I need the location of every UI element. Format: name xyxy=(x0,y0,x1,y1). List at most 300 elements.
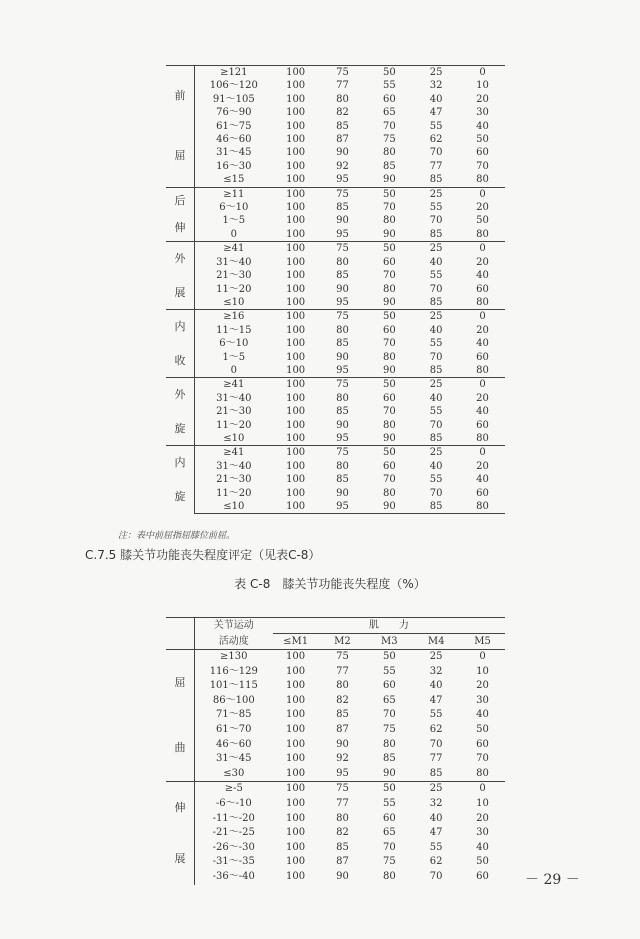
range-cell: ≤10 xyxy=(223,432,245,444)
value-cell: 70 xyxy=(382,120,396,132)
value-cell: 100 xyxy=(286,93,306,105)
value-cell: 90 xyxy=(382,228,396,240)
range-cell: ≥41 xyxy=(194,378,272,392)
range-cell: 1～5 xyxy=(222,215,246,227)
group-label-char: 内 xyxy=(174,320,186,334)
range-cell: 31～40 xyxy=(216,460,252,472)
value-cell: 100 xyxy=(286,338,306,350)
table-row xyxy=(166,283,505,296)
value-cell: 40 xyxy=(476,338,489,350)
value-cell: 20 xyxy=(476,324,489,336)
table-row xyxy=(166,752,505,767)
value-cell: 55 xyxy=(429,841,443,853)
value-cell: 77 xyxy=(429,160,443,172)
value-cell: 40 xyxy=(476,270,489,282)
value-cell: 80 xyxy=(382,147,396,159)
value-cell: 80 xyxy=(382,215,396,227)
value-cell: 80 xyxy=(382,870,396,882)
group-label xyxy=(166,650,194,782)
value-cell: 100 xyxy=(286,351,306,363)
strength-header: 肌 力 xyxy=(273,618,505,634)
value-cell: 60 xyxy=(476,351,489,363)
range-cell: 16～30 xyxy=(216,160,252,172)
table-row xyxy=(166,446,505,460)
range-cell: 61～70 xyxy=(216,723,252,735)
value-cell: 100 xyxy=(286,474,306,486)
value-cell: 25 xyxy=(412,446,460,460)
value-cell: 100 xyxy=(286,134,306,146)
value-cell: 100 xyxy=(286,487,306,499)
value-cell: 50 xyxy=(366,242,412,256)
value-cell: 40 xyxy=(429,93,443,105)
hip-joint-loss-table xyxy=(166,65,505,514)
value-cell: 90 xyxy=(336,738,349,750)
value-cell: 100 xyxy=(273,242,319,256)
value-cell: 100 xyxy=(286,738,306,750)
table-subheader-row xyxy=(166,634,505,650)
value-cell: 47 xyxy=(429,107,443,119)
table-row xyxy=(166,93,505,106)
group-label xyxy=(166,187,194,242)
value-cell: 100 xyxy=(286,767,306,779)
value-cell: 100 xyxy=(286,296,306,308)
range-cell: ≥41 xyxy=(194,446,272,460)
value-cell: 55 xyxy=(429,270,443,282)
value-cell: 100 xyxy=(286,364,306,376)
table-row xyxy=(166,160,505,173)
table-row xyxy=(166,841,505,856)
value-cell: 40 xyxy=(476,709,489,721)
value-cell: 95 xyxy=(336,296,349,308)
value-cell: 100 xyxy=(286,709,306,721)
value-cell: 85 xyxy=(336,406,349,418)
table-row xyxy=(166,337,505,350)
value-cell: 90 xyxy=(336,870,349,882)
table-row xyxy=(166,324,505,337)
value-cell: 95 xyxy=(336,174,349,186)
value-cell: 55 xyxy=(429,120,443,132)
value-cell: 60 xyxy=(382,93,396,105)
value-cell: 100 xyxy=(286,870,306,882)
value-cell: 50 xyxy=(366,66,412,80)
value-cell: 70 xyxy=(429,351,443,363)
value-cell: 92 xyxy=(336,160,349,172)
value-cell: 50 xyxy=(366,782,412,797)
value-cell: 100 xyxy=(273,310,319,324)
table-row xyxy=(166,310,505,324)
range-cell: ≥11 xyxy=(194,187,272,201)
value-cell: 100 xyxy=(273,187,319,201)
value-cell: 85 xyxy=(382,160,396,172)
value-cell: 70 xyxy=(382,270,396,282)
value-cell: 75 xyxy=(319,446,367,460)
range-cell: ≤15 xyxy=(223,174,245,186)
value-cell: 100 xyxy=(286,228,306,240)
value-cell: 70 xyxy=(429,487,443,499)
value-cell: 50 xyxy=(476,856,489,868)
value-cell: 10 xyxy=(476,797,489,809)
value-cell: 100 xyxy=(286,174,306,186)
value-cell: 40 xyxy=(429,324,443,336)
value-cell: 75 xyxy=(336,651,349,662)
value-cell: 25 xyxy=(412,310,460,324)
group-label-char: 外 xyxy=(174,252,186,266)
table-row xyxy=(166,269,505,282)
value-cell: 82 xyxy=(336,107,349,119)
value-cell: 55 xyxy=(429,406,443,418)
value-cell: 65 xyxy=(382,107,396,119)
value-cell: 80 xyxy=(336,93,349,105)
section-heading: C.7.5 膝关节功能丧失程度评定（见表C-8） xyxy=(85,548,321,562)
value-cell: 0 xyxy=(460,187,505,201)
range-cell: -6～-10 xyxy=(215,797,252,809)
value-cell: 50 xyxy=(476,215,489,227)
value-cell: 85 xyxy=(336,120,349,132)
group-label-char: 外 xyxy=(174,388,186,402)
value-cell: 25 xyxy=(412,242,460,256)
table-row xyxy=(166,665,505,680)
value-cell: 100 xyxy=(286,147,306,159)
range-cell: 21～30 xyxy=(216,474,252,486)
table-row xyxy=(166,650,505,665)
value-cell: 40 xyxy=(476,120,489,132)
value-cell: 80 xyxy=(476,228,489,240)
range-cell: 6～10 xyxy=(219,338,249,350)
value-cell: 20 xyxy=(476,392,489,404)
group-label-char: 旋 xyxy=(174,490,186,504)
value-cell: 25 xyxy=(412,66,460,80)
value-cell: 20 xyxy=(476,812,489,824)
col-header: M4 xyxy=(412,634,460,650)
value-cell: 10 xyxy=(476,80,489,92)
range-cell: ≤30 xyxy=(223,767,245,779)
range-cell: 11～20 xyxy=(216,487,252,499)
value-cell: 60 xyxy=(476,419,489,431)
value-cell: 70 xyxy=(429,215,443,227)
range-cell: 1～5 xyxy=(222,351,246,363)
range-cell: ≤10 xyxy=(223,296,245,308)
value-cell: 55 xyxy=(429,709,443,721)
value-cell: 90 xyxy=(336,419,349,431)
value-cell: 70 xyxy=(429,283,443,295)
value-cell: 87 xyxy=(336,723,349,735)
value-cell: 60 xyxy=(382,812,396,824)
col-header: M2 xyxy=(319,634,367,650)
table-header-row xyxy=(166,618,505,634)
table-note: 注：表中前屈指屈膝位前屈。 xyxy=(118,531,236,541)
value-cell: 80 xyxy=(382,283,396,295)
group-label-char: 内 xyxy=(174,456,186,470)
table-row xyxy=(166,296,505,310)
value-cell: 70 xyxy=(429,147,443,159)
table-row xyxy=(166,242,505,256)
value-cell: 85 xyxy=(429,432,443,444)
table-row xyxy=(166,378,505,392)
value-cell: 100 xyxy=(286,283,306,295)
value-cell: 75 xyxy=(319,310,367,324)
value-cell: 80 xyxy=(476,174,489,186)
value-cell: 0 xyxy=(460,446,505,460)
table-row xyxy=(166,473,505,486)
value-cell: 90 xyxy=(336,215,349,227)
table-row xyxy=(166,487,505,500)
value-cell: 77 xyxy=(336,665,349,677)
value-cell: 100 xyxy=(286,215,306,227)
range-cell: -11～-20 xyxy=(212,812,255,824)
range-cell: 101～115 xyxy=(209,680,258,692)
group-label xyxy=(166,446,194,514)
table-row xyxy=(166,201,505,214)
group-label xyxy=(166,782,194,885)
value-cell: 90 xyxy=(382,296,396,308)
value-cell: 80 xyxy=(336,680,349,692)
value-cell: 85 xyxy=(429,174,443,186)
table-row xyxy=(166,460,505,473)
group-label-char: 收 xyxy=(174,353,186,367)
value-cell: 80 xyxy=(336,256,349,268)
value-cell: 65 xyxy=(382,694,396,706)
value-cell: 25 xyxy=(412,782,460,797)
value-cell: 55 xyxy=(382,665,396,677)
table-row xyxy=(166,392,505,405)
range-cell: 86～100 xyxy=(212,694,255,706)
value-cell: 40 xyxy=(429,812,443,824)
group-label xyxy=(166,310,194,378)
range-cell: 11～20 xyxy=(216,419,252,431)
group-label-char: 曲 xyxy=(174,741,186,755)
value-cell: 75 xyxy=(319,378,367,392)
value-cell: 100 xyxy=(273,66,319,80)
value-cell: 50 xyxy=(366,187,412,201)
range-cell: 71～85 xyxy=(216,709,252,721)
value-cell: 100 xyxy=(286,694,306,706)
value-cell: 95 xyxy=(336,228,349,240)
value-cell: 85 xyxy=(336,202,349,214)
value-cell: 55 xyxy=(429,474,443,486)
value-cell: 50 xyxy=(366,378,412,392)
range-cell: 91～105 xyxy=(212,93,255,105)
value-cell: 55 xyxy=(382,797,396,809)
table-row xyxy=(166,782,505,797)
value-cell: 10 xyxy=(476,665,489,677)
value-cell: 60 xyxy=(382,392,396,404)
table-row xyxy=(166,797,505,812)
group-label-char: 前 xyxy=(174,89,186,103)
value-cell: 60 xyxy=(476,738,489,750)
value-cell: 100 xyxy=(286,160,306,172)
range-cell: 21～30 xyxy=(216,406,252,418)
value-cell: 55 xyxy=(382,80,396,92)
value-cell: 20 xyxy=(476,460,489,472)
value-cell: 100 xyxy=(286,665,306,677)
value-cell: 40 xyxy=(429,460,443,472)
value-cell: 95 xyxy=(336,364,349,376)
value-cell: 100 xyxy=(286,812,306,824)
value-cell: 80 xyxy=(476,364,489,376)
group-label-char: 旋 xyxy=(174,421,186,435)
value-cell: 80 xyxy=(382,487,396,499)
value-cell: 100 xyxy=(286,324,306,336)
value-cell: 50 xyxy=(476,134,489,146)
value-cell: 80 xyxy=(460,500,505,514)
value-cell: 60 xyxy=(382,256,396,268)
value-cell: 100 xyxy=(286,256,306,268)
value-cell: 100 xyxy=(286,419,306,431)
knee-joint-loss-table xyxy=(166,617,505,885)
value-cell: 85 xyxy=(429,228,443,240)
range-cell: 46～60 xyxy=(216,738,252,750)
range-cell: 11～15 xyxy=(216,324,252,336)
col-header: M5 xyxy=(460,634,505,650)
range-cell: 6～10 xyxy=(219,202,249,214)
value-cell: 20 xyxy=(476,680,489,692)
group-label-char: 伸 xyxy=(174,800,186,814)
range-cell: 61～75 xyxy=(216,120,252,132)
table-row xyxy=(166,256,505,269)
header-corner xyxy=(166,618,194,650)
value-cell: 70 xyxy=(429,738,443,750)
value-cell: 40 xyxy=(429,256,443,268)
value-cell: 50 xyxy=(382,651,396,662)
value-cell: 32 xyxy=(429,80,443,92)
range-cell: 76～90 xyxy=(216,107,252,119)
value-cell: 30 xyxy=(476,107,489,119)
value-cell: 100 xyxy=(286,120,306,132)
value-cell: 47 xyxy=(429,694,443,706)
group-label xyxy=(166,378,194,446)
group-label xyxy=(166,242,194,310)
range-cell: ≥130 xyxy=(220,651,248,662)
value-cell: 100 xyxy=(273,782,319,797)
table-row xyxy=(166,173,505,187)
value-cell: 60 xyxy=(382,680,396,692)
value-cell: 70 xyxy=(429,419,443,431)
table-row xyxy=(166,432,505,446)
value-cell: 82 xyxy=(336,694,349,706)
value-cell: 70 xyxy=(382,474,396,486)
value-cell: 90 xyxy=(336,283,349,295)
value-cell: 85 xyxy=(429,767,443,779)
value-cell: 100 xyxy=(286,827,306,839)
value-cell: 75 xyxy=(319,242,367,256)
table-row xyxy=(166,79,505,92)
value-cell: 85 xyxy=(429,364,443,376)
table-row xyxy=(166,855,505,870)
range-cell: -26～-30 xyxy=(212,841,255,853)
value-cell: 80 xyxy=(336,392,349,404)
value-cell: 40 xyxy=(429,680,443,692)
value-cell: 100 xyxy=(286,432,306,444)
value-cell: 100 xyxy=(286,680,306,692)
table-row xyxy=(166,812,505,827)
value-cell: 100 xyxy=(273,378,319,392)
value-cell: 60 xyxy=(476,870,489,882)
value-cell: 80 xyxy=(382,419,396,431)
group-label-char: 展 xyxy=(174,285,186,299)
value-cell: 70 xyxy=(382,338,396,350)
value-cell: 40 xyxy=(429,392,443,404)
range-cell: 31～45 xyxy=(216,753,252,765)
range-cell: ≥121 xyxy=(194,66,272,80)
value-cell: 20 xyxy=(476,256,489,268)
value-cell: 100 xyxy=(286,270,306,282)
value-cell: 85 xyxy=(382,753,396,765)
value-cell: 20 xyxy=(476,202,489,214)
value-cell: 85 xyxy=(429,296,443,308)
table-row xyxy=(166,187,505,201)
value-cell: 75 xyxy=(382,856,396,868)
value-cell: 60 xyxy=(476,147,489,159)
value-cell: 90 xyxy=(336,487,349,499)
value-cell: 75 xyxy=(382,723,396,735)
value-cell: 80 xyxy=(382,738,396,750)
value-cell: 85 xyxy=(336,270,349,282)
value-cell: 0 xyxy=(460,242,505,256)
value-cell: 50 xyxy=(476,723,489,735)
table-row xyxy=(166,500,505,514)
value-cell: 100 xyxy=(286,80,306,92)
range-cell: 0 xyxy=(230,228,237,240)
value-cell: 75 xyxy=(382,134,396,146)
value-cell: 0 xyxy=(479,651,486,662)
value-cell: 70 xyxy=(382,406,396,418)
page-number: － 29 － xyxy=(525,872,580,888)
group-label-char: 展 xyxy=(174,851,186,865)
value-cell: 40 xyxy=(476,841,489,853)
range-cell: -21～-25 xyxy=(212,827,255,839)
value-cell: 25 xyxy=(412,187,460,201)
value-cell: 70 xyxy=(382,841,396,853)
range-cell: 0 xyxy=(230,364,237,376)
value-cell: 90 xyxy=(366,500,412,514)
value-cell: 25 xyxy=(412,378,460,392)
table-row xyxy=(166,826,505,841)
table-row xyxy=(166,419,505,432)
value-cell: 60 xyxy=(476,487,489,499)
value-cell: 30 xyxy=(476,827,489,839)
value-cell: 50 xyxy=(366,446,412,460)
value-cell: 62 xyxy=(429,134,443,146)
value-cell: 0 xyxy=(460,66,505,80)
value-cell: 50 xyxy=(366,310,412,324)
table-row xyxy=(166,694,505,709)
value-cell: 70 xyxy=(429,870,443,882)
value-cell: 55 xyxy=(429,338,443,350)
table-row xyxy=(166,767,505,782)
value-cell: 25 xyxy=(429,651,443,662)
value-cell: 70 xyxy=(382,202,396,214)
col-header: ≤M1 xyxy=(273,634,319,650)
value-cell: 70 xyxy=(382,709,396,721)
col-header: M3 xyxy=(366,634,412,650)
value-cell: 95 xyxy=(319,500,367,514)
value-cell: 80 xyxy=(336,460,349,472)
value-cell: 77 xyxy=(336,797,349,809)
table-row xyxy=(166,214,505,227)
value-cell: 100 xyxy=(286,723,306,735)
value-cell: 85 xyxy=(412,500,460,514)
range-cell: ≥-5 xyxy=(194,782,272,797)
value-cell: 0 xyxy=(460,782,505,797)
value-cell: 95 xyxy=(336,767,349,779)
value-cell: 90 xyxy=(382,174,396,186)
table-row xyxy=(166,679,505,694)
range-cell: ≥41 xyxy=(194,242,272,256)
value-cell: 90 xyxy=(336,351,349,363)
value-cell: 85 xyxy=(336,841,349,853)
range-cell: 31～40 xyxy=(216,392,252,404)
value-cell: 62 xyxy=(429,856,443,868)
